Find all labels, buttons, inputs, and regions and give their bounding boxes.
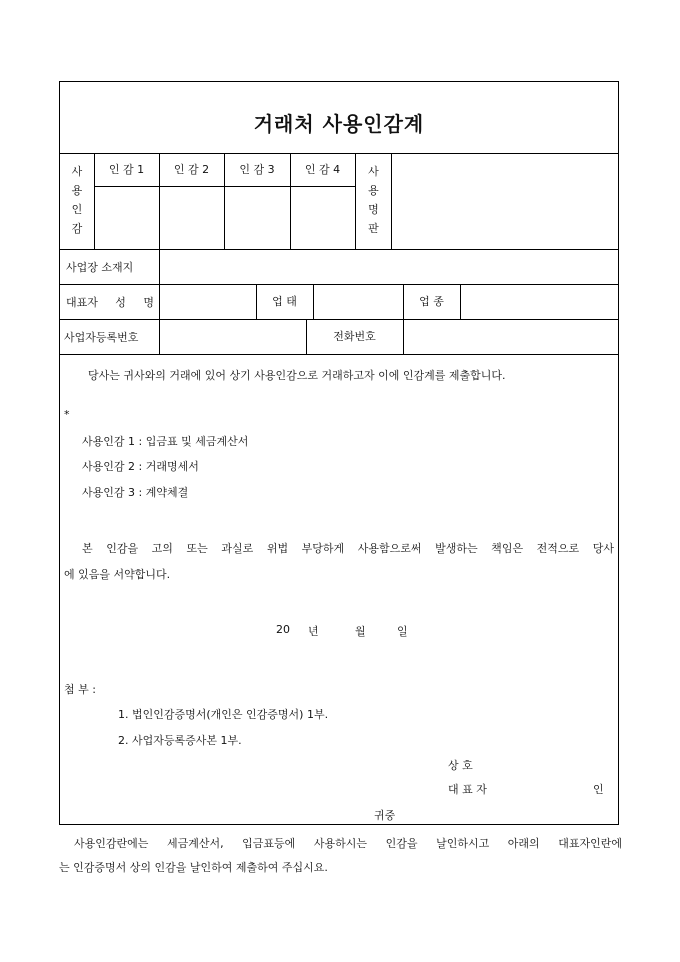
seal-header-4: 인 감 4 <box>304 163 341 176</box>
business-type-field[interactable] <box>314 285 403 319</box>
nameplate-label: 사 용 명 판 <box>368 165 379 235</box>
phone-label: 전화번호 <box>333 330 376 343</box>
date-year: 20 <box>276 623 290 636</box>
seal-box-1[interactable] <box>95 187 158 248</box>
attach-item-2: 2. 사업자등록증사본 1부. <box>118 734 242 747</box>
footnote-line-2: 는 인감증명서 상의 인감을 날인하여 제출하여 주십시요. <box>59 861 328 874</box>
usage-item-2: 사용인감 2 : 거래명세서 <box>82 460 199 473</box>
pledge-line-2: 에 있음을 서약합니다. <box>64 568 171 581</box>
seal-mark: 인 <box>593 783 604 796</box>
seal-header-2: 인 감 2 <box>173 163 210 176</box>
attach-label: 첨 부 : <box>64 683 96 696</box>
reg-no-label: 사업자등록번호 <box>64 331 139 344</box>
company-name-label: 상 호 <box>448 759 473 772</box>
pledge-line-1: 본 인감을 고의 또는 과실로 위법 부당하게 사용함으로써 발생하는 책임은 전적으로 당사 <box>82 542 614 555</box>
footnote-line-1: 사용인감란에는 세금계산서, 입금표등에 사용하시는 인감을 날인하시고 아래의 대표자인란에 <box>74 837 622 850</box>
usage-item-1: 사용인감 1 : 입금표 및 세금계산서 <box>82 435 249 448</box>
seal-box-4[interactable] <box>291 187 354 248</box>
usage-item-3: 사용인감 3 : 계약체결 <box>82 486 189 499</box>
seal-header-1: 인 감 1 <box>108 163 145 176</box>
attach-item-1: 1. 법인인감증명서(개인은 인감증명서) 1부. <box>118 708 329 721</box>
recipient-honorific: 귀중 <box>374 809 396 822</box>
date-year-unit: 년 <box>308 625 319 638</box>
seal-box-3[interactable] <box>225 187 289 248</box>
seal-box-2[interactable] <box>160 187 223 248</box>
phone-field[interactable] <box>404 320 618 354</box>
nameplate-box[interactable] <box>392 154 618 248</box>
ceo-label: 대 표 자 <box>448 783 487 796</box>
date-month-unit: 월 <box>355 625 366 638</box>
business-item-label: 업 종 <box>419 295 444 308</box>
seal-side-label: 사 용 인 감 <box>71 165 83 235</box>
form-frame <box>59 81 619 825</box>
divider <box>60 354 618 355</box>
business-item-field[interactable] <box>461 285 618 319</box>
date-day-unit: 일 <box>397 625 408 638</box>
rep-name-label: 대표자 성 명 <box>66 296 154 309</box>
address-field[interactable] <box>160 250 618 284</box>
intro-text: 당사는 귀사와의 거래에 있어 상기 사용인감으로 거래하고자 이에 인감계를 제출합니다. <box>88 369 506 382</box>
business-type-label: 업 태 <box>272 295 297 308</box>
address-label: 사업장 소재지 <box>66 261 134 274</box>
rep-name-field[interactable] <box>160 285 256 319</box>
form-title: 거래처 사용인감계 <box>253 112 425 136</box>
seal-header-3: 인 감 3 <box>239 163 275 176</box>
asterisk: * <box>64 408 70 421</box>
reg-no-field[interactable] <box>160 320 306 354</box>
